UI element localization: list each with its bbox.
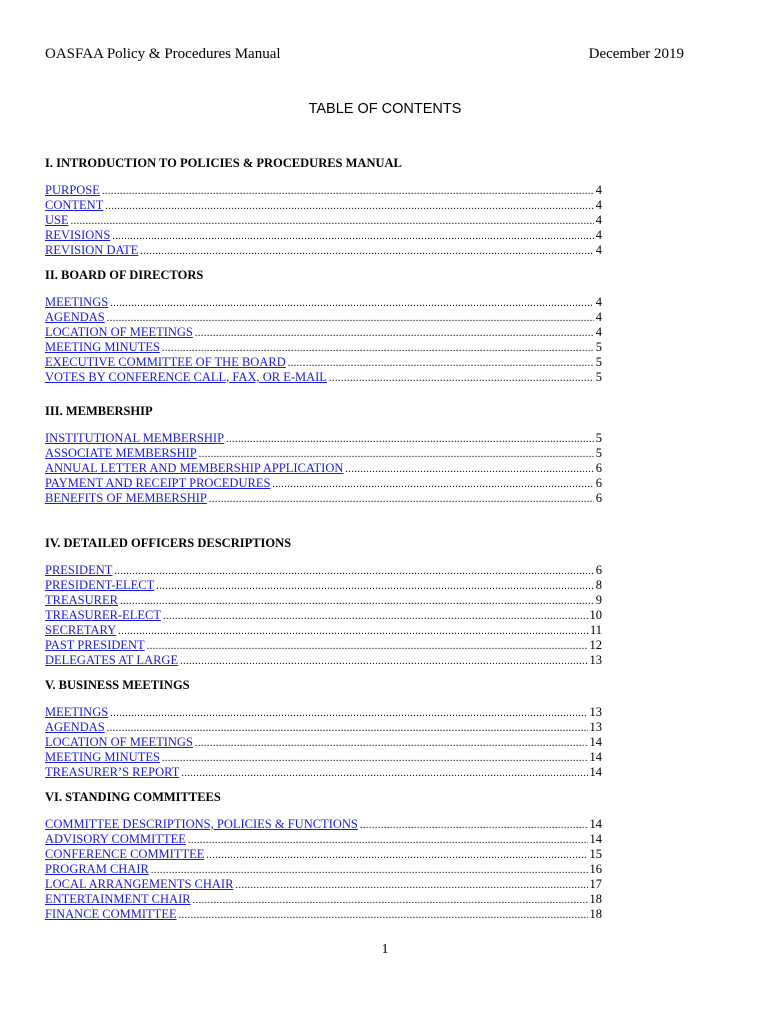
toc-entry-link[interactable]: REVISIONS xyxy=(45,228,111,242)
dot-leader xyxy=(151,862,588,878)
toc-entry xyxy=(45,877,602,892)
toc-entry-link[interactable]: LOCATION OF MEETINGS xyxy=(45,735,193,749)
dot-leader xyxy=(110,295,594,311)
dot-leader xyxy=(235,877,587,893)
toc-section xyxy=(45,403,602,506)
toc-entry-link[interactable]: REVISION DATE xyxy=(45,243,139,257)
toc-entry xyxy=(45,461,602,476)
dot-leader xyxy=(193,892,588,908)
toc-page-number: 13 xyxy=(589,720,602,734)
toc-entry-list xyxy=(45,295,602,385)
toc-page-number: 4 xyxy=(595,213,602,227)
toc-entry-link[interactable]: PRESIDENT-ELECT xyxy=(45,578,155,592)
toc-entry xyxy=(45,183,602,198)
toc-entry-link[interactable]: CONFERENCE COMMITTEE xyxy=(45,847,205,861)
dot-leader xyxy=(199,446,594,462)
toc-page-number: 14 xyxy=(589,750,602,764)
toc-entry-list xyxy=(45,817,602,922)
toc-entry-link[interactable]: TREASURER xyxy=(45,593,118,607)
toc-page-number: 14 xyxy=(589,735,602,749)
toc-page-number: 5 xyxy=(595,355,602,369)
toc-entry-link[interactable]: DELEGATES AT LARGE xyxy=(45,653,179,667)
dot-leader xyxy=(140,243,593,259)
toc-entry xyxy=(45,476,602,491)
header-title: OASFAA Policy & Procedures Manual xyxy=(45,46,281,62)
toc-page-number: 15 xyxy=(589,847,602,861)
toc-page-number: 4 xyxy=(595,310,602,324)
dot-leader xyxy=(181,765,587,781)
toc-entry xyxy=(45,907,602,922)
toc-page-number: 5 xyxy=(595,431,602,445)
toc-entry xyxy=(45,720,602,735)
toc-entry xyxy=(45,198,602,213)
toc-entry-link[interactable]: TREASURER’S REPORT xyxy=(45,765,180,779)
dot-leader xyxy=(206,847,587,863)
toc-entry xyxy=(45,608,602,623)
toc-entry xyxy=(45,295,602,310)
toc-entry-link[interactable]: MEETINGS xyxy=(45,295,109,309)
toc-entry xyxy=(45,623,602,638)
dot-leader xyxy=(118,623,588,639)
dot-leader xyxy=(226,431,594,447)
toc-section xyxy=(45,789,602,922)
toc-entry-link[interactable]: AGENDAS xyxy=(45,720,105,734)
toc-entry xyxy=(45,431,602,446)
toc-section xyxy=(45,535,602,668)
toc-page-number: 11 xyxy=(589,623,602,637)
dot-leader xyxy=(163,608,588,624)
dot-leader xyxy=(110,705,587,721)
dot-leader xyxy=(188,832,588,848)
dot-leader xyxy=(329,370,594,386)
toc-entry xyxy=(45,355,602,370)
toc-entry-link[interactable]: AGENDAS xyxy=(45,310,105,324)
toc-page-number: 4 xyxy=(595,183,602,197)
toc-entry xyxy=(45,446,602,461)
toc-entry xyxy=(45,310,602,325)
toc-page-number: 5 xyxy=(595,340,602,354)
toc-entry-link[interactable]: PRESIDENT xyxy=(45,563,113,577)
header-date: December 2019 xyxy=(588,46,684,62)
dot-leader xyxy=(102,183,594,199)
toc-entry-link[interactable]: ADVISORY COMMITTEE xyxy=(45,832,186,846)
toc-entry-link[interactable]: MEETING MINUTES xyxy=(45,750,160,764)
toc-page-number: 8 xyxy=(595,578,602,592)
toc-page-number: 4 xyxy=(595,325,602,339)
dot-leader xyxy=(179,907,588,923)
dot-leader xyxy=(195,735,588,751)
section-title: I. INTRODUCTION TO POLICIES & PROCEDURES MANUAL xyxy=(45,156,402,170)
section-title: IV. DETAILED OFFICERS DESCRIPTIONS xyxy=(45,536,292,550)
toc-entry-link[interactable]: PROGRAM CHAIR xyxy=(45,862,149,876)
toc-entry-link[interactable]: PAST PRESIDENT xyxy=(45,638,145,652)
dot-leader xyxy=(195,325,594,341)
dot-leader xyxy=(120,593,594,609)
toc-page-number: 14 xyxy=(589,832,602,846)
toc-page-number: 5 xyxy=(595,446,602,460)
dot-leader xyxy=(147,638,588,654)
toc-entry-link[interactable]: ANNUAL LETTER AND MEMBERSHIP APPLICATION xyxy=(45,461,344,475)
section-title: VI. STANDING COMMITTEES xyxy=(45,790,221,804)
dot-leader xyxy=(360,817,588,833)
toc-entry xyxy=(45,832,602,847)
toc-section xyxy=(45,155,602,258)
dot-leader xyxy=(180,653,587,669)
toc-entry-link[interactable]: INSTITUTIONAL MEMBERSHIP xyxy=(45,431,225,445)
dot-leader xyxy=(272,476,593,492)
dot-leader xyxy=(345,461,593,477)
toc-entry-link[interactable]: EXECUTIVE COMMITTEE OF THE BOARD xyxy=(45,355,286,369)
toc-page-number: 10 xyxy=(589,608,602,622)
toc-entry xyxy=(45,862,602,877)
dot-leader xyxy=(105,198,593,214)
dot-leader xyxy=(162,750,588,766)
dot-leader xyxy=(209,491,594,507)
toc-entry-link[interactable]: COMMITTEE DESCRIPTIONS, POLICIES & FUNCTIONS xyxy=(45,817,358,831)
toc-entry-list xyxy=(45,431,602,506)
toc-entry-list xyxy=(45,705,602,780)
toc-page-number: 13 xyxy=(589,705,602,719)
toc-section xyxy=(45,267,602,385)
toc-page-number: 9 xyxy=(595,593,602,607)
toc-page-number: 4 xyxy=(595,295,602,309)
toc-page-number: 16 xyxy=(589,862,602,876)
toc-entry-link[interactable]: LOCATION OF MEETINGS xyxy=(45,325,193,339)
toc-entry xyxy=(45,653,602,668)
toc-page-number: 14 xyxy=(589,817,602,831)
toc-entry xyxy=(45,765,602,780)
toc-page-number: 6 xyxy=(595,491,602,505)
toc-entry-link[interactable]: SECRETARY xyxy=(45,623,117,637)
dot-leader xyxy=(107,720,588,736)
toc-page-number: 4 xyxy=(595,228,602,242)
dot-leader xyxy=(112,228,593,244)
toc-entry-link[interactable]: BENEFITS OF MEMBERSHIP xyxy=(45,491,207,505)
toc-entry-link[interactable]: LOCAL ARRANGEMENTS CHAIR xyxy=(45,877,234,891)
toc-page-number: 12 xyxy=(589,638,602,652)
section-title: II. BOARD OF DIRECTORS xyxy=(45,268,204,282)
toc-entry xyxy=(45,578,602,593)
toc-entry-link[interactable]: CONTENT xyxy=(45,198,104,212)
toc-page-number: 13 xyxy=(589,653,602,667)
toc-entry xyxy=(45,213,602,228)
toc-entry xyxy=(45,340,602,355)
dot-leader xyxy=(107,310,594,326)
toc-page-number: 5 xyxy=(595,370,602,384)
toc-entry xyxy=(45,735,602,750)
toc-heading: TABLE OF CONTENTS xyxy=(308,101,462,117)
toc-page-number: 6 xyxy=(595,476,602,490)
toc-entry xyxy=(45,228,602,243)
dot-leader xyxy=(114,563,593,579)
toc-entry xyxy=(45,847,602,862)
toc-entry-link[interactable]: MEETINGS xyxy=(45,705,109,719)
toc-page-number: 18 xyxy=(589,907,602,921)
toc-entry-link[interactable]: USE xyxy=(45,213,69,227)
toc-entry xyxy=(45,750,602,765)
dot-leader xyxy=(156,578,593,594)
dot-leader xyxy=(71,213,594,229)
toc-page-number: 4 xyxy=(595,198,602,212)
toc-page-number: 18 xyxy=(589,892,602,906)
toc-entry-link[interactable]: ASSOCIATE MEMBERSHIP xyxy=(45,446,197,460)
section-title: III. MEMBERSHIP xyxy=(45,404,153,418)
toc-entry xyxy=(45,491,602,506)
section-title: V. BUSINESS MEETINGS xyxy=(45,678,190,692)
toc-page-number: 4 xyxy=(595,243,602,257)
toc-entry-link[interactable]: FINANCE COMMITTEE xyxy=(45,907,177,921)
toc-entry-link[interactable]: VOTES BY CONFERENCE CALL, FAX, OR E-MAIL xyxy=(45,370,327,384)
toc-page-number: 17 xyxy=(589,877,602,891)
toc-entry xyxy=(45,705,602,720)
toc-entry-link[interactable]: ENTERTAINMENT CHAIR xyxy=(45,892,191,906)
toc-entry xyxy=(45,892,602,907)
page-number: 1 xyxy=(381,942,389,957)
toc-page-number: 6 xyxy=(595,461,602,475)
toc-entry xyxy=(45,370,602,385)
dot-leader xyxy=(288,355,594,371)
toc-entry xyxy=(45,563,602,578)
toc-page-number: 14 xyxy=(589,765,602,779)
toc-entry-link[interactable]: MEETING MINUTES xyxy=(45,340,160,354)
toc-entry xyxy=(45,593,602,608)
toc-entry xyxy=(45,638,602,653)
toc-entry-list xyxy=(45,563,602,668)
toc-page-number: 6 xyxy=(595,563,602,577)
toc-entry-link[interactable]: TREASURER-ELECT xyxy=(45,608,161,622)
toc-entry xyxy=(45,243,602,258)
toc-entry-list xyxy=(45,183,602,258)
toc-entry-link[interactable]: PAYMENT AND RECEIPT PROCEDURES xyxy=(45,476,271,490)
toc-entry-link[interactable]: PURPOSE xyxy=(45,183,100,197)
dot-leader xyxy=(162,340,594,356)
toc-entry xyxy=(45,325,602,340)
toc-section xyxy=(45,677,602,780)
toc-entry xyxy=(45,817,602,832)
